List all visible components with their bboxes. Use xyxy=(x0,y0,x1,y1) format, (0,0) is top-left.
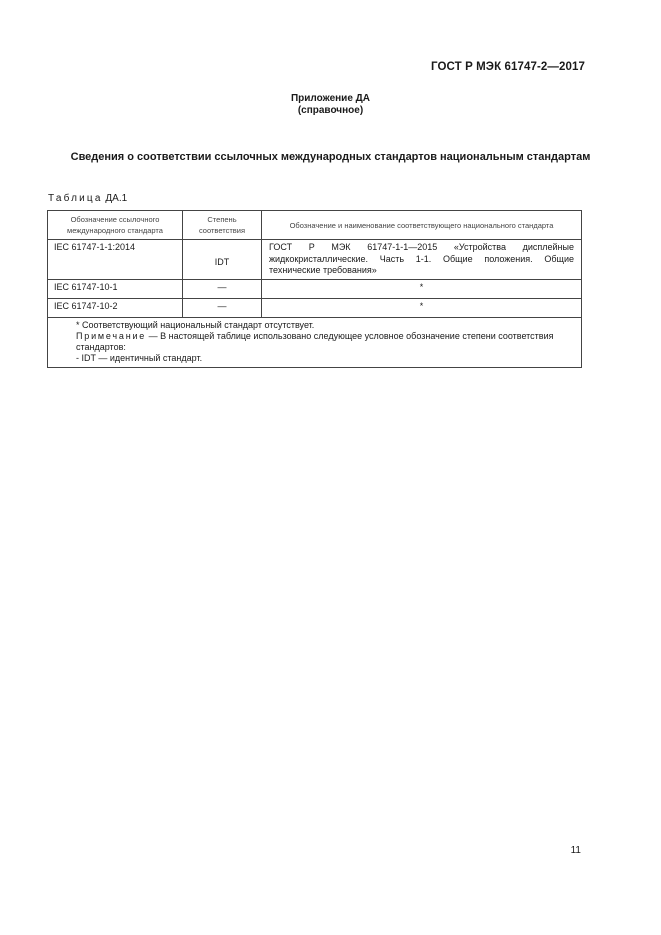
cell-ref: IEC 61747-10-2 xyxy=(48,298,183,317)
document-code: ГОСТ Р МЭК 61747-2—2017 xyxy=(431,61,585,73)
cell-national: * xyxy=(262,298,582,317)
header-ref-standard: Обозначение ссылочного международного стандарта xyxy=(48,211,183,240)
cell-national: ГОСТ Р МЭК 61747-1-1—2015 «Устройства дисплейные жидкокристаллические. Часть 1-1. Общие положения. Общие технические требования» xyxy=(262,240,582,280)
table-footnote: * Соответствующий национальный стандарт отсутствует. xyxy=(76,319,315,330)
cell-degree: IDT xyxy=(183,240,262,280)
table-caption-label: Таблица xyxy=(48,193,103,204)
cell-ref: IEC 61747-10-1 xyxy=(48,279,183,298)
table-row xyxy=(48,298,582,317)
annex-title: Приложение ДА xyxy=(290,93,371,104)
annex-subtitle: (справочное) xyxy=(297,105,364,116)
table-caption xyxy=(48,193,127,204)
table-header-row xyxy=(48,211,582,240)
table-notes xyxy=(48,317,582,367)
header-national-standard: Обозначение и наименование соответствующего национального стандарта xyxy=(262,211,582,240)
table-note xyxy=(54,331,575,353)
cell-degree: — xyxy=(183,279,262,298)
cell-ref: IEC 61747-1-1:2014 xyxy=(48,240,183,280)
note-label: Примечание xyxy=(76,330,147,341)
table-row xyxy=(48,240,582,280)
cell-national: * xyxy=(262,279,582,298)
table-row xyxy=(48,279,582,298)
note-text: — В настоящей таблице использовано следующее условное обозначение степени соответствия стандартов: xyxy=(76,330,554,352)
header-degree: Степень соответствия xyxy=(183,211,262,240)
page-number: 11 xyxy=(570,845,581,856)
table-notes-row xyxy=(48,317,582,367)
cell-degree: — xyxy=(183,298,262,317)
note-item: - IDT — идентичный стандарт. xyxy=(76,352,203,363)
section-heading: Сведения о соответствии ссылочных международных стандартов национальным стандартам xyxy=(70,151,591,163)
table-caption-number: ДА.1 xyxy=(105,193,128,204)
annex-heading xyxy=(0,93,661,117)
correspondence-table xyxy=(47,210,582,368)
